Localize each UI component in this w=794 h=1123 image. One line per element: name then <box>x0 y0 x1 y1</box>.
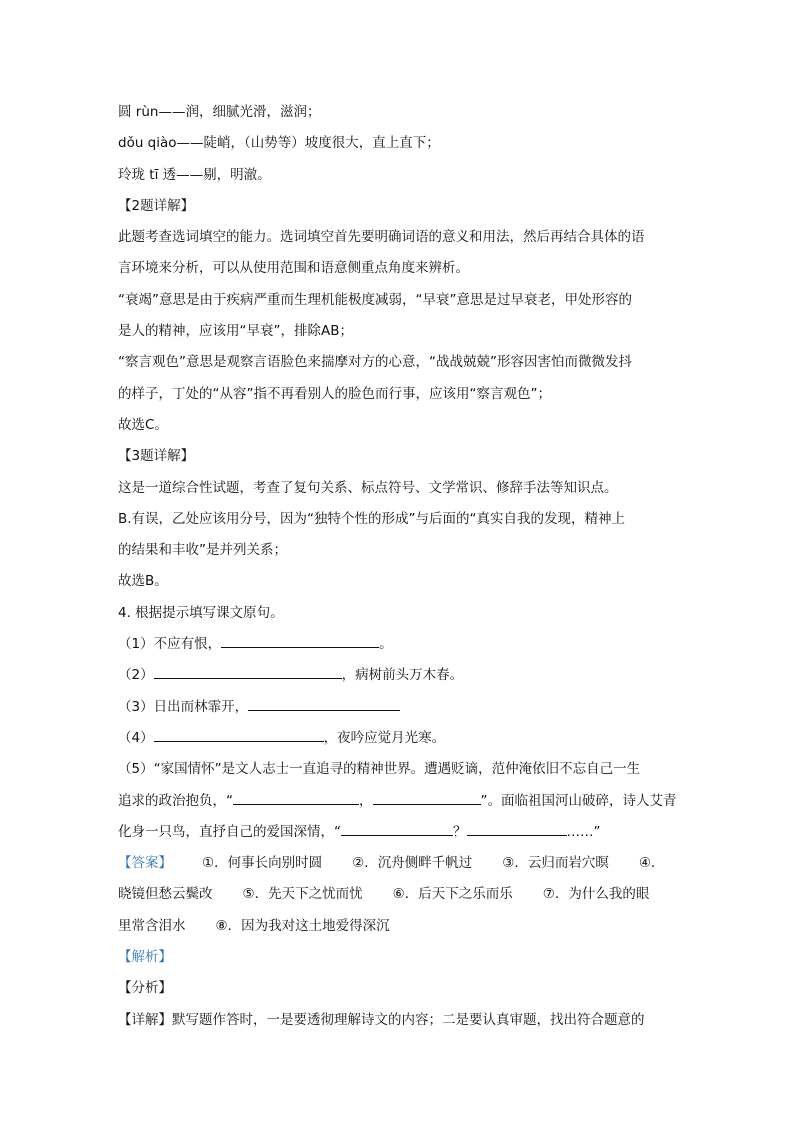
answer-blank <box>221 633 379 648</box>
text: 默写题作答时，一是要透彻理解诗文的内容；二是要认真审题，找出符合题意的 <box>172 1011 645 1028</box>
answer-blank <box>341 821 453 836</box>
answer-label: 【答案】 <box>118 855 172 872</box>
text: （4） <box>118 729 154 746</box>
answer-4-num: ④． <box>638 855 665 872</box>
text-line: 言环境来分析，可以从使用范围和语意侧重点角度来辨析。 <box>118 260 469 277</box>
text-line: “衰竭”意思是由于疾病严重而生理机能极度减弱，“早衰”意思是过早衰老，甲处形容的 <box>118 291 632 308</box>
text-line: B.有误，乙处应该用分号，因为“独特个性的形成”与后面的“真实自我的发现，精神上 <box>118 510 626 527</box>
text: （3）日出而林霏开， <box>118 698 249 715</box>
text-line: dǒu qiào——陡峭，（山势等）坡度很大，直上直下； <box>118 135 440 152</box>
text-line: 故选C。 <box>118 416 168 433</box>
answer-blank <box>373 790 481 805</box>
answer-blank <box>467 821 567 836</box>
question-item <box>118 821 678 852</box>
text: （2） <box>118 667 154 684</box>
answer-6: ⑥．后天下之乐而乐 <box>392 886 513 903</box>
detail-label: 【详解】 <box>118 1011 172 1028</box>
text: ，夜吟应觉月光寒。 <box>323 729 446 746</box>
text-line: “察言观色”意思是观察言语脸色来揣摩对方的心意，“战战兢兢”形容因害怕而微微发抖 <box>118 354 632 371</box>
text-line: 的样子，丁处的“从容”指不再看别人的脸色而行事，应该用“察言观色”； <box>118 385 551 402</box>
text-line: 此题考查选词填空的能力。选词填空首先要明确词语的意义和用法，然后再结合具体的语 <box>118 229 645 246</box>
document-page <box>118 101 678 1040</box>
text-line: 圆 rùn——润，细腻光滑，滋润； <box>118 104 321 120</box>
question-item <box>118 664 678 695</box>
answer-4: 晓镜但愁云鬓改 <box>118 886 213 903</box>
answer-3: ③．云归而岩穴暝 <box>502 855 609 872</box>
text-line: 的结果和丰收”是并列关系； <box>118 542 287 559</box>
answer-blank <box>248 696 400 711</box>
section-heading: 【3题详解】 <box>118 448 195 465</box>
text: ，病树前头万木春。 <box>341 667 464 684</box>
text: ……” <box>566 823 601 840</box>
question-title: 4. 根据提示填写课文原句。 <box>118 604 284 621</box>
answer-5: ⑤．先天下之忧而忧 <box>242 886 363 903</box>
text: ”。面临祖国河山破碎，诗人艾青 <box>480 792 677 809</box>
answer-8: ⑧．因为我对这土地爱得深沉 <box>215 917 390 934</box>
answer-blank <box>154 664 342 679</box>
text-line <box>118 1009 678 1040</box>
answer-2: ②．沉舟侧畔千帆过 <box>352 855 473 872</box>
text: ， <box>359 792 373 809</box>
text: ？ <box>453 823 467 840</box>
answer-line <box>118 915 678 946</box>
text-line: 这是一道综合性试题，考查了复句关系、标点符号、文学常识、修辞手法等知识点。 <box>118 479 618 496</box>
answer-1: ①．何事长向别时圆 <box>202 855 323 872</box>
answer-blank <box>233 790 359 805</box>
section-heading: 【分析】 <box>118 980 172 997</box>
text-line: 玲珑 tī 透——剔，明澈。 <box>118 166 271 183</box>
question-item <box>118 790 678 821</box>
text: 追求的政治抱负，“ <box>118 792 233 809</box>
answer-line <box>118 883 678 914</box>
text-line: 故选B。 <box>118 573 168 590</box>
answer-line <box>118 852 678 883</box>
answer-7: ⑦．为什么我的眼 <box>542 886 650 903</box>
question-item <box>118 696 678 727</box>
section-heading: 【2题详解】 <box>118 197 195 214</box>
text: 化身一只鸟，直抒自己的爱国深情，“ <box>118 823 341 840</box>
text-line: 是人的精神，应该用“早衰”，排除AB； <box>118 323 353 340</box>
analysis-label: 【解析】 <box>118 949 172 966</box>
answer-7-cont: 里常含泪水 <box>118 917 186 934</box>
text-line: （5）“家国情怀”是文人志士一直追寻的精神世界。遭遇贬谪，范仲淹依旧不忘自己一生 <box>118 761 641 778</box>
text: （1）不应有恨， <box>118 636 222 653</box>
question-item <box>118 727 678 758</box>
text: 。 <box>379 636 393 653</box>
question-item <box>118 633 678 664</box>
answer-blank <box>154 727 324 742</box>
